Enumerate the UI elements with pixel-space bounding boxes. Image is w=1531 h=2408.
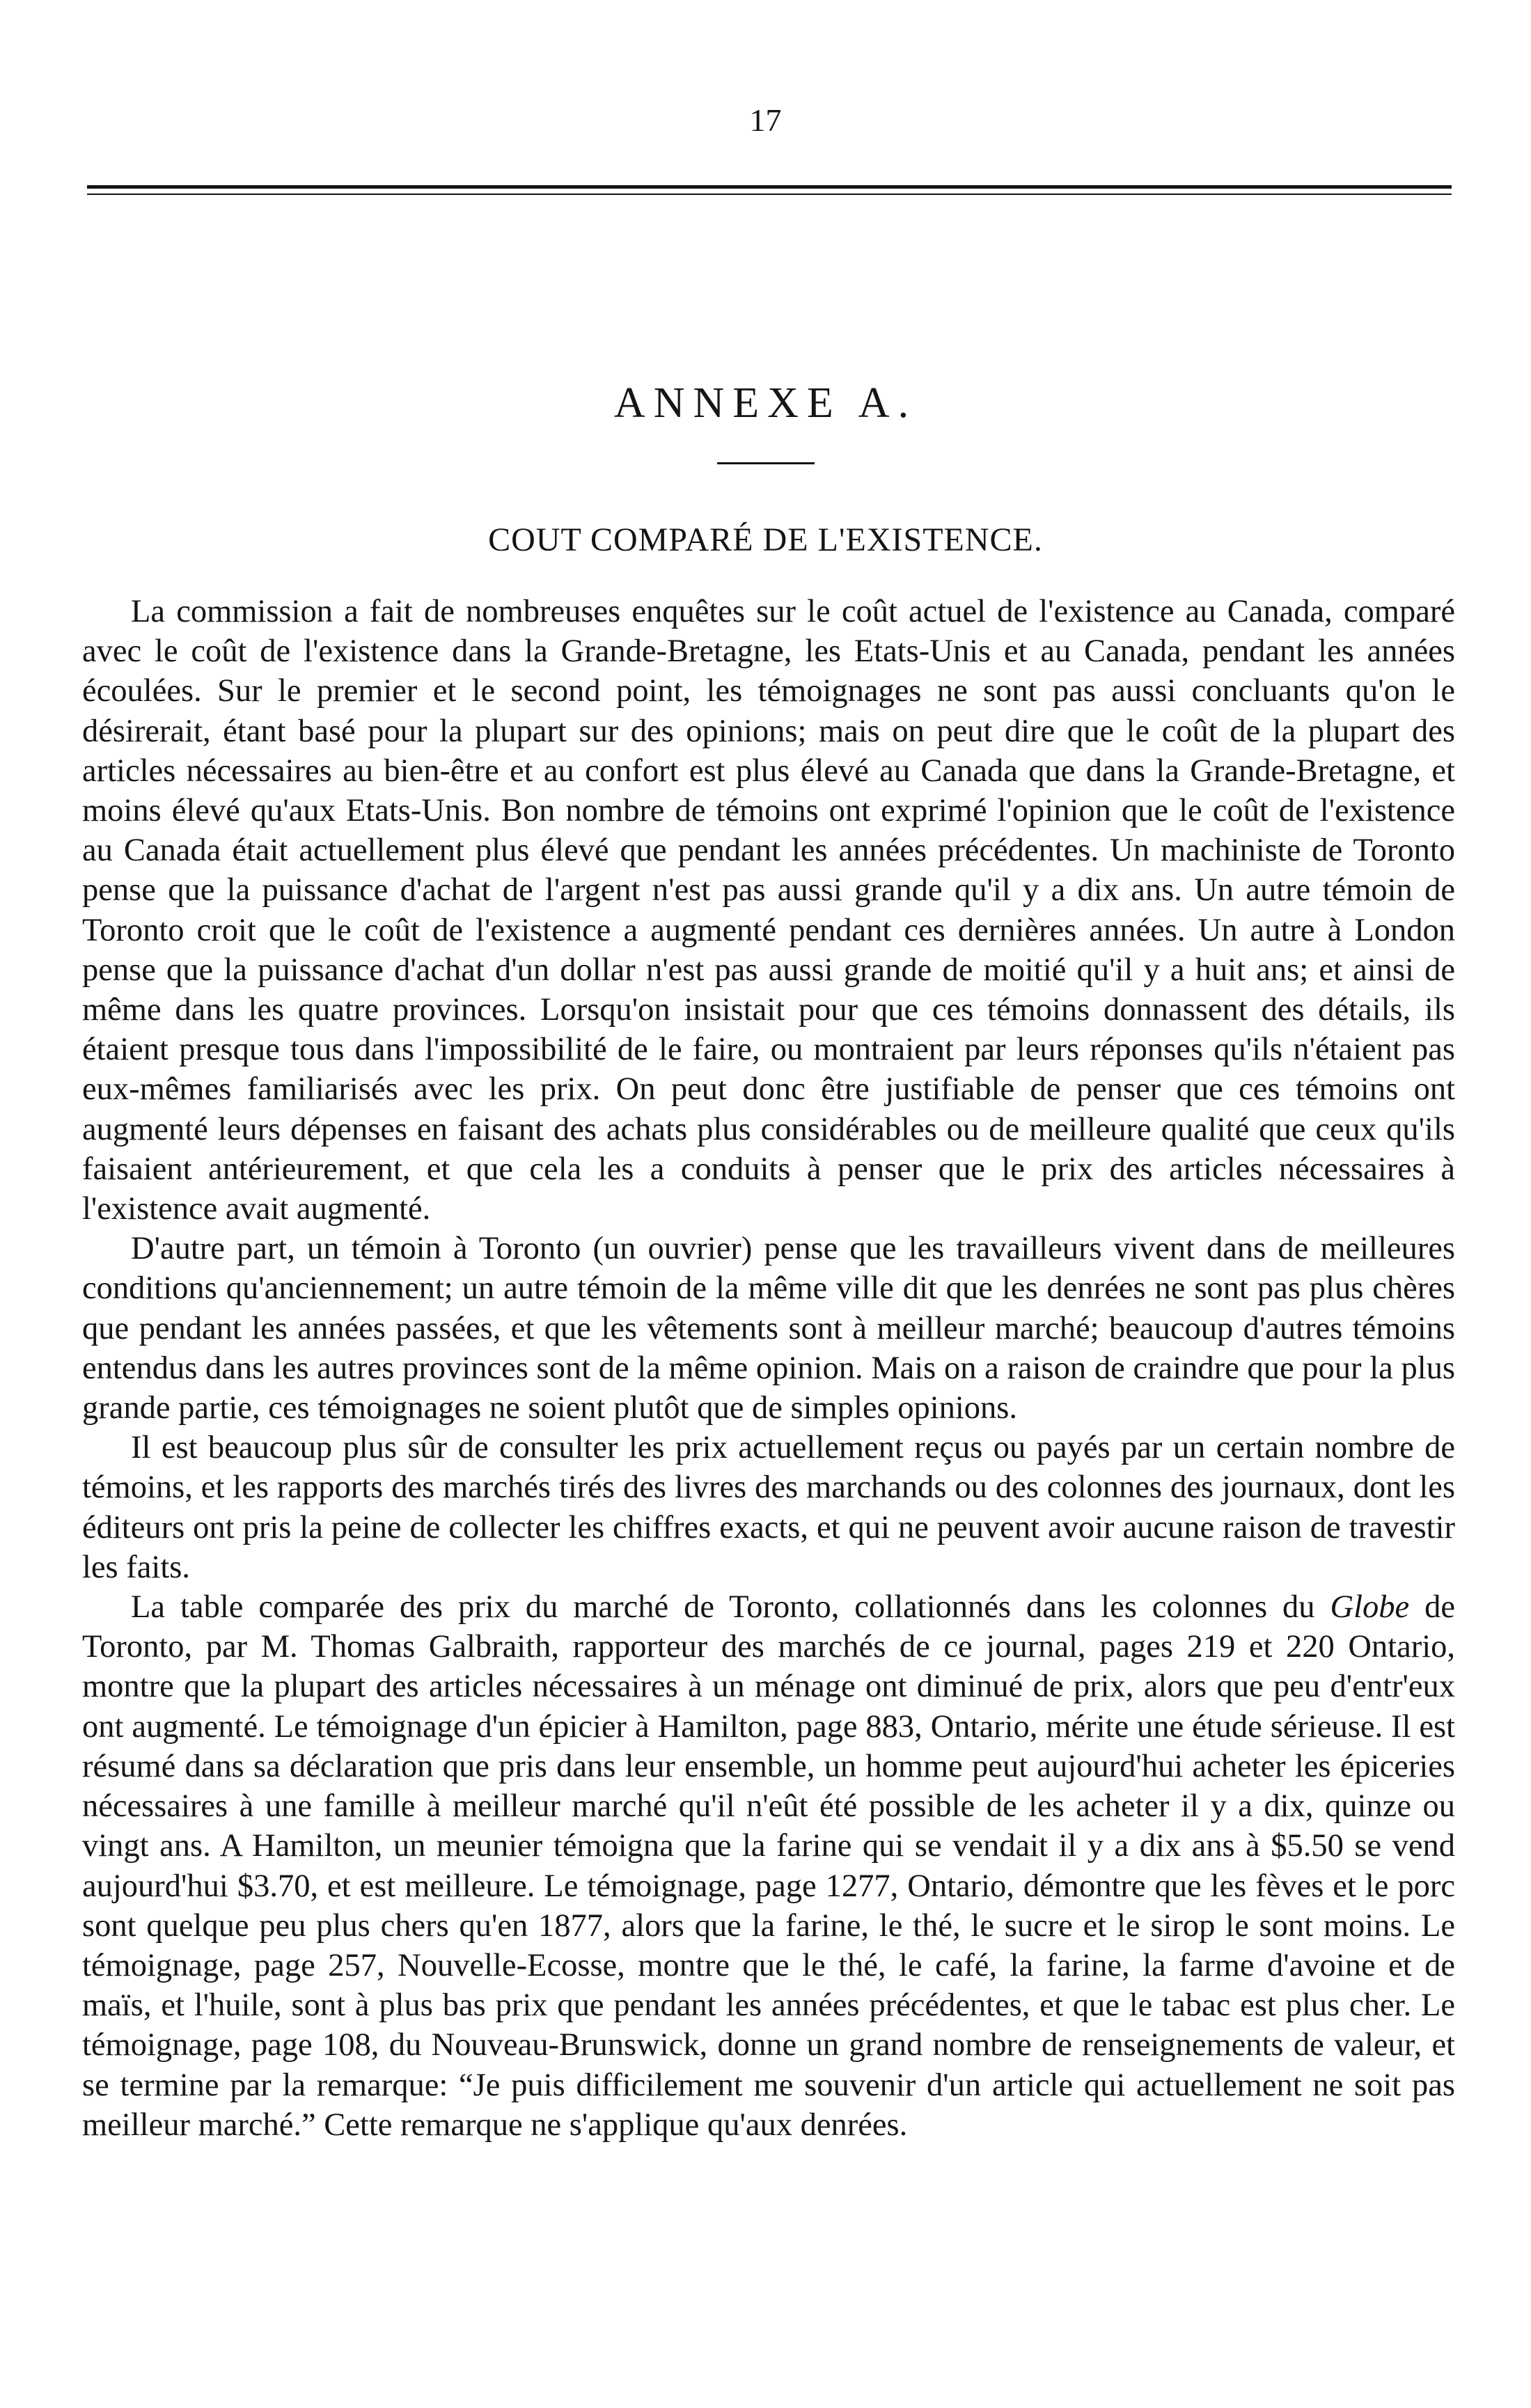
title-divider <box>717 462 815 464</box>
paragraph-3: Il est beaucoup plus sûr de consulter les prix actuellement reçus ou payés par un certain nombre de témoins, et les rapports des marchés tirés des livres des marchands ou des colonnes des journaux, dont les éditeurs ont pris la peine de collecter les chiffres exacts, et qui ne peuvent avoir aucune raison de travestir les faits. <box>82 1430 1455 1585</box>
paragraph-4-part-1: La table comparée des prix du marché de Toronto, collationnés dans les colonnes du <box>131 1589 1330 1626</box>
paragraph-1: La commission a fait de nombreuses enquêtes sur le coût actuel de l'existence au Canada, comparé avec le coût de l'existence dans la Grande-Bretagne, les Etats-Unis et au Canada, pendant les années écoulées. Sur le premier et le second point, les témoignages ne sont pas aussi concluants qu'on le désirerait, étant basé pour la plupart sur des opinions; mais on peut dire que le coût de la plupart des articles nécessaires au bien-être et au confort est plus élevé au Canada que dans la Grande-Bretagne, et moins élevé qu'aux Etats-Unis. Bon nombre de témoins ont exprimé l'opinion que le coût de l'existence au Canada était actuellement plus élevé que pendant les années précédentes. Un machiniste de Toronto pense que la puissance d'achat de l'argent n'est pas aussi grande qu'il y a dix ans. Un autre témoin de Toronto croit que le coût de l'existence a augmenté pendant ces dernières années. Un autre à London pense que la puissance d'achat d'un dollar n'est pas aussi grande de moitié qu'il y a huit ans; et ainsi de même dans les quatre provinces. Lorsqu'on insistait pour que ces témoins donnassent des détails, ils étaient presque tous dans l'impossibilité de le faire, ou montraient par leurs réponses qu'ils n'étaient pas eux-mêmes familiarisés avec les prix. On peut donc être justifiable de penser que ces témoins ont augmenté leurs dépenses en faisant des achats plus considérables ou de meilleure qualité que ceux qu'ils faisaient antérieurement, et que cela les a conduits à penser que le prix des articles nécessaires à l'existence avait augmenté. <box>82 594 1455 1227</box>
paragraph-2: D'autre part, un témoin à Toronto (un ouvrier) pense que les travailleurs vivent dans de meilleures conditions qu'anciennement; un autre témoin de la même ville dit que les denrées ne sont pas plus chères que pendant les années passées, et que les vêtements sont à meilleur marché; beaucoup d'autres témoins entendus dans les autres provinces sont de la même opinion. Mais on a raison de craindre que pour la plus grande partie, ces témoignages ne soient plutôt que de simples opinions. <box>82 1231 1455 1426</box>
header-rule-thin <box>87 194 1452 195</box>
page-number: 17 <box>749 102 782 138</box>
newspaper-name: Globe <box>1330 1589 1410 1626</box>
section-title: COUT COMPARÉ DE L'EXISTENCE. <box>488 521 1043 558</box>
paragraph-4 <box>82 1587 1455 2145</box>
header-rule-thick <box>87 185 1452 189</box>
paragraph-4-part-2: de Toronto, par M. Thomas Galbraith, rapporteur des marchés de ce journal, pages 219 et 220 Ontario, montre que la plupart des articles nécessaires à un ménage ont diminué de prix, alors que peu d'entr'eux ont augmenté. Le témoignage d'un épicier à Hamilton, page 883, Ontario, mérite une étude sérieuse. Il est résumé dans sa déclaration que pris dans leur ensemble, un homme peut aujourd'hui acheter les épiceries nécessaires à une famille à meilleur marché qu'il n'eût été possible de les acheter il y a dix, quinze ou vingt ans. A Hamilton, un meunier témoigna que la farine qui se vendait il y a dix ans à $5.50 se vend aujourd'hui $3.70, et est meilleure. Le témoignage, page 1277, Ontario, démontre que les fèves et le porc sont quelque peu plus chers qu'en 1877, alors que la farine, le thé, le sucre et le sirop le sont moins. Le témoignage, page 257, Nouvelle-Ecosse, montre que le thé, le café, la farine, la farme d'avoine et de maïs, et l'huile, sont à plus bas prix que pendant les années précédentes, et que le tabac est plus cher. Le témoignage, page 108, du Nouveau-Brunswick, donne un grand nombre de renseignements de valeur, et se termine par la remarque: “Je puis difficilement me souvenir d'un article qui actuellement ne soit pas meilleur marché.” Cette remarque ne s'applique qu'aux denrées. <box>82 1589 1455 2143</box>
annex-title: ANNEXE A. <box>613 379 918 427</box>
body-text <box>82 592 1455 2145</box>
